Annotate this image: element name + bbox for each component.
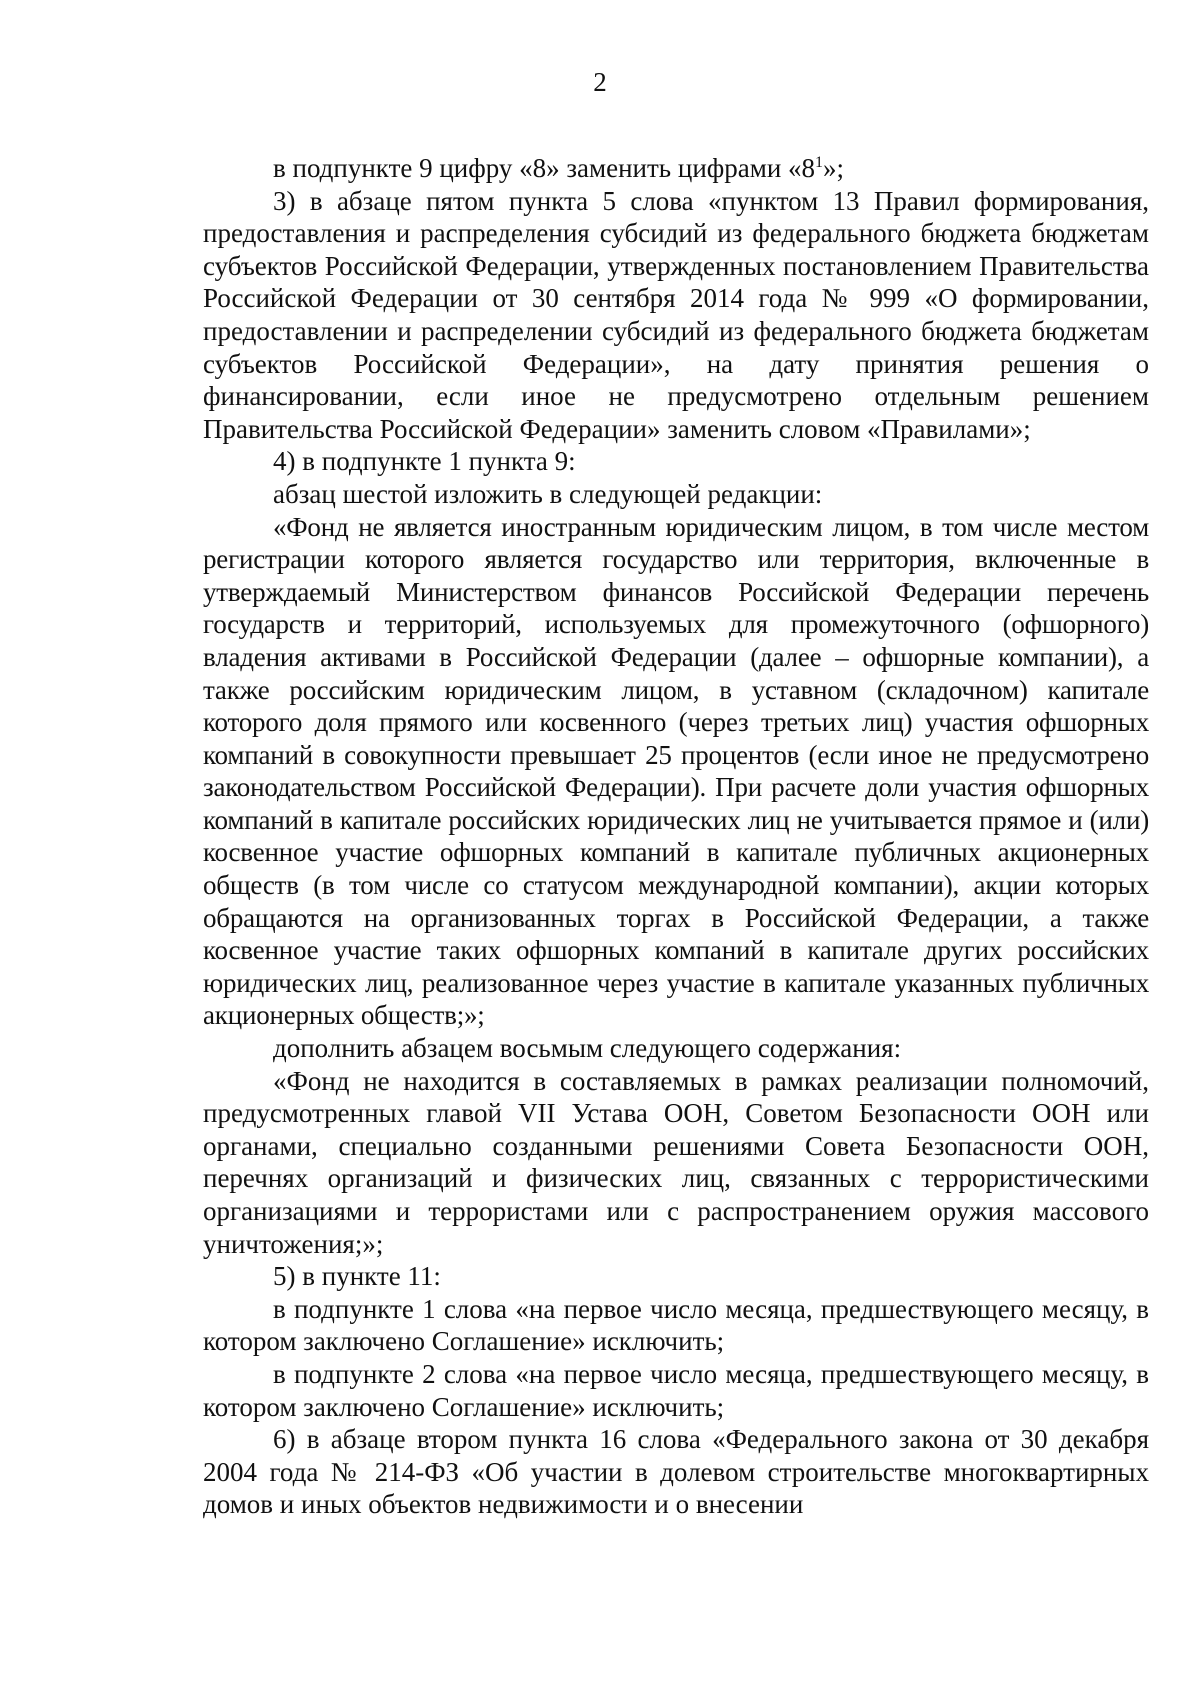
paragraph-item-3: 3) в абзаце пятом пункта 5 слова «пунктом 13 Правил формирования, предоставления и распределения субсидий из федерального бюджета бюджетам субъектов Российской Федерации, утвержденных постановлением Правительства Российской Федерации от 30 сентября 2014 года № 999 «О формировании, предоставлении и распределении субсидий из федерального бюджета бюджетам субъектов Российской Федерации», на дату принятия решения о финансировании, если иное не предусмотрено отдельным решением Правительства Российской Федерации» заменить словом «Правилами»;: [203, 185, 1149, 444]
paragraph-subitem-9-closing: »;: [823, 153, 845, 183]
paragraph-subitem-2: в подпункте 2 слова «на первое число месяца, предшествующего месяцу, в котором заключено Соглашение» исключить;: [203, 1358, 1149, 1422]
paragraph-subitem-9: [203, 152, 1149, 185]
document-body: [203, 152, 1149, 1521]
paragraph-offshore-clause: «Фонд не является иностранным юридическим лицом, в том числе местом регистрации которого является государство или территория, включенные в утверждаемый Министерством финансов Российской Федерации перечень государств и территорий, используемых для промежуточного (офшорного) владения активами в Российской Федерации (далее – офшорные компании), а также российским юридическим лицом, в уставном (складочном) капитале которого доля прямого или косвенного (через третьих лиц) участия офшорных компаний в совокупности превышает 25 процентов (если иное не предусмотрено законодательством Российской Федерации). При расчете доли участия офшорных компаний в капитале российских юридических лиц не учитывается прямое и (или) косвенное участие офшорных компаний в капитале публичных акционерных обществ (в том числе со статусом международной компании), акции которых обращаются на организованных торгах в Российской Федерации, а также косвенное участие таких офшорных компаний в капитале других российских юридических лиц, реализованное через участие в капитале указанных публичных акционерных обществ;»;: [203, 511, 1149, 1031]
paragraph-item-4: 4) в подпункте 1 пункта 9:: [273, 446, 576, 477]
page-number: 2: [593, 67, 607, 97]
paragraph-item-5: 5) в пункте 11:: [273, 1261, 441, 1292]
paragraph-subitem-9-text: в подпункте 9 цифру «8» заменить цифрами «8: [273, 153, 816, 183]
paragraph-subitem-1: в подпункте 1 слова «на первое число месяца, предшествующего месяцу, в котором заключено Соглашение» исключить;: [203, 1293, 1149, 1357]
paragraph-sanctions-clause: «Фонд не находится в составляемых в рамках реализации полномочий, предусмотренных главой VII Устава ООН, Советом Безопасности ООН или органами, специально созданными решениями Совета Безопасности ООН, перечнях организаций и физических лиц, связанных с террористическими организациями и террористами или с распространением оружия массового уничтожения;»;: [203, 1065, 1149, 1259]
paragraph-sixth-abzac-intro: абзац шестой изложить в следующей редакции:: [273, 478, 823, 509]
superscript-one: 1: [815, 154, 824, 171]
paragraph-item-6: 6) в абзаце втором пункта 16 слова «Федерального закона от 30 декабря 2004 года № 214-ФЗ «Об участии в долевом строительстве многоквартирных домов и иных объектов недвижимости и о внесении: [203, 1424, 1149, 1520]
paragraph-eighth-abzac-intro: дополнить абзацем восьмым следующего содержания:: [273, 1033, 902, 1064]
